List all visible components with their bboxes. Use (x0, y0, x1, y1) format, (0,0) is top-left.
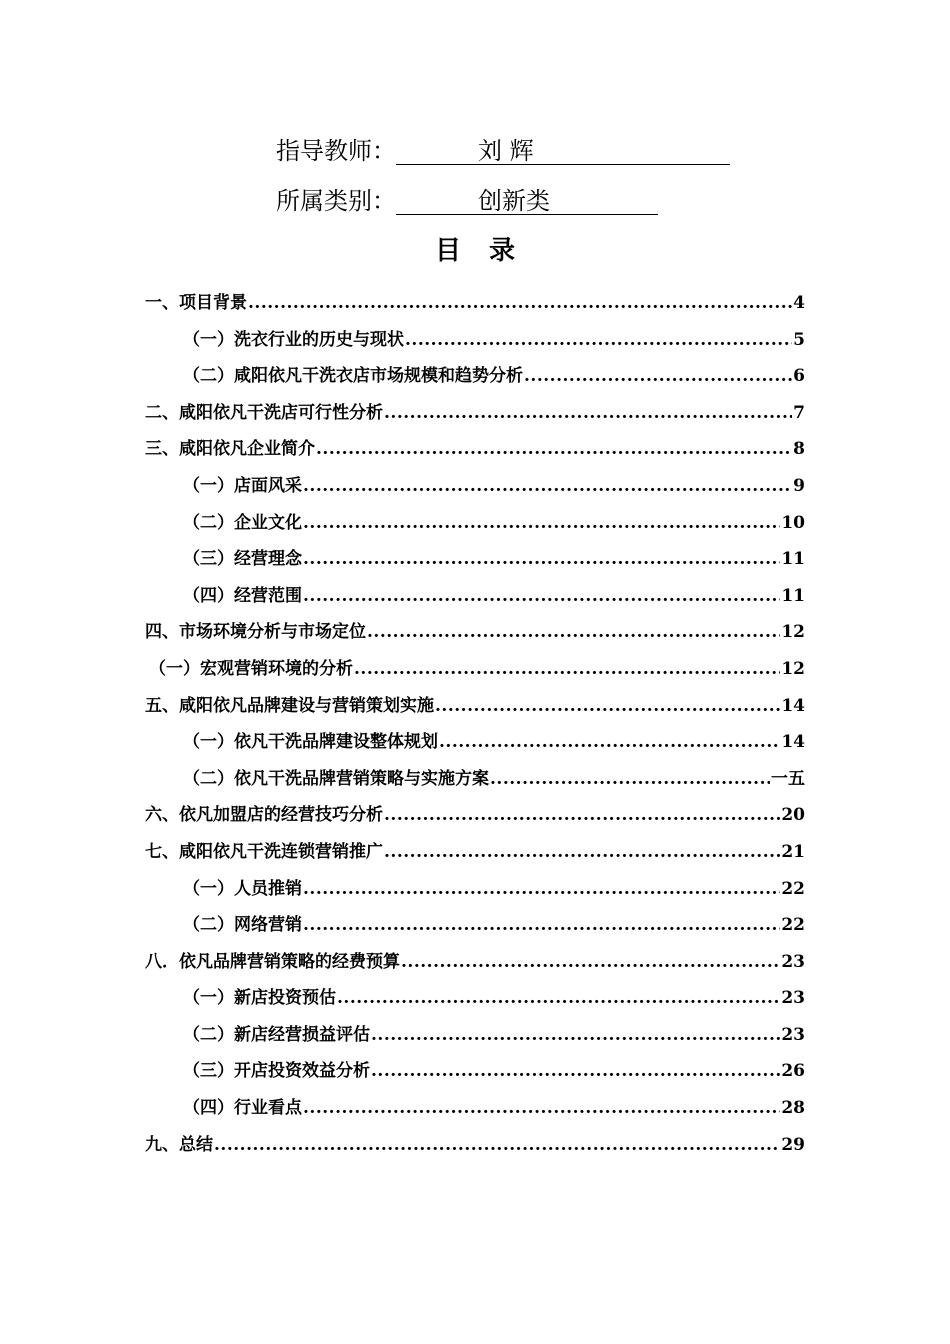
toc-leader-dots (303, 578, 780, 615)
toc-entry[interactable] (145, 797, 805, 834)
toc-entry[interactable] (145, 834, 805, 871)
toc-leader-dots (303, 468, 792, 505)
toc-entry-title: （二）依凡干洗品牌营销策略与实施方案 (183, 768, 489, 789)
teacher-value: 刘 辉 (478, 137, 534, 165)
toc-entry-title: 六、依凡加盟店的经营技巧分析 (145, 805, 383, 826)
toc-leader-dots (371, 1017, 780, 1054)
toc-entry-page: 23 (781, 1024, 805, 1045)
toc-entry[interactable] (145, 285, 805, 322)
category-line (276, 184, 550, 218)
toc-entry[interactable] (145, 541, 805, 578)
toc-entry-title: 二、咸阳依凡干洗店可行性分析 (145, 402, 383, 423)
toc-entry-title: （一）新店投资预估 (183, 988, 336, 1009)
toc-entry-title: （三）经营理念 (183, 549, 302, 570)
toc-entry-title: 七、咸阳依凡干洗连锁营销推广 (145, 841, 383, 862)
toc-leader-dots (405, 322, 792, 359)
toc-leader-dots (303, 907, 780, 944)
toc-leader-dots (354, 651, 780, 688)
toc-entry-title: （一）宏观营销环境的分析 (149, 658, 353, 679)
toc-leader-dots (384, 395, 792, 432)
toc-leader-dots (490, 761, 770, 798)
toc-leader-dots (371, 1053, 780, 1090)
toc-entry[interactable] (145, 468, 805, 505)
toc-leader-dots (248, 285, 792, 322)
toc-leader-dots (337, 980, 780, 1017)
toc-entry[interactable] (145, 1090, 805, 1127)
toc-leader-dots (524, 358, 792, 395)
toc-entry[interactable] (145, 1053, 805, 1090)
toc-leader-dots (367, 614, 780, 651)
toc-entry-title: （二）新店经营损益评估 (183, 1024, 370, 1045)
toc-entry-title: （一）依凡干洗品牌建设整体规划 (183, 732, 438, 753)
toc-entry-page: 9 (793, 475, 805, 496)
toc-entry-title: 一、项目背景 (145, 293, 247, 313)
toc-entry[interactable] (145, 578, 805, 615)
toc-entry-page: 22 (781, 915, 805, 936)
toc-entry-page: 5 (793, 329, 805, 350)
toc-entry-page: 29 (781, 1134, 805, 1155)
toc-entry-title: （二）网络营销 (183, 915, 302, 936)
toc-entry-page: 12 (781, 658, 805, 679)
toc-entry-page: 14 (781, 695, 805, 716)
toc-entry-page: 22 (781, 878, 805, 899)
toc-entry-title: （四）经营范围 (183, 585, 302, 606)
toc-entry-title: （二）咸阳依凡干洗衣店市场规模和趋势分析 (183, 366, 523, 387)
toc-entry-page: 一五 (771, 768, 805, 789)
toc-leader-dots (316, 431, 792, 468)
toc-entry-page: 23 (781, 951, 805, 972)
toc-leader-dots (214, 1127, 780, 1164)
toc-entry[interactable] (145, 614, 805, 651)
toc-entry[interactable] (145, 431, 805, 468)
toc-entry-title: （二）企业文化 (183, 512, 302, 533)
toc-entry[interactable] (145, 651, 805, 688)
toc-entry[interactable] (145, 1017, 805, 1054)
toc-entry-page: 21 (781, 841, 805, 862)
toc-entry-page: 28 (781, 1098, 805, 1119)
toc-entry-page: 10 (781, 512, 805, 533)
toc-entry-title: 九、总结 (145, 1134, 213, 1155)
toc-entry-page: 4 (793, 293, 805, 313)
toc-leader-dots (401, 944, 780, 981)
toc-entry-page: 11 (781, 585, 805, 606)
toc-entry-page: 8 (793, 439, 805, 460)
toc-entry-title: 五、咸阳依凡品牌建设与营销策划实施 (145, 695, 434, 716)
teacher-line (276, 134, 534, 168)
toc-entry[interactable] (145, 1127, 805, 1164)
toc-entry[interactable] (145, 724, 805, 761)
toc-entry[interactable] (145, 871, 805, 908)
toc-entry[interactable] (145, 944, 805, 981)
toc-entry[interactable] (145, 358, 805, 395)
toc-entry[interactable] (145, 505, 805, 542)
toc-leader-dots (303, 871, 780, 908)
toc-entry[interactable] (145, 907, 805, 944)
toc-entry-title: （一）洗衣行业的历史与现状 (183, 329, 404, 350)
toc-entry-title: （四）行业看点 (183, 1098, 302, 1119)
toc-entry-title: 八．依凡品牌营销策略的经费预算 (145, 951, 400, 972)
toc-entry-page: 12 (781, 622, 805, 643)
toc-entry-title: （一）人员推销 (183, 878, 302, 899)
toc-entry-title: 四、市场环境分析与市场定位 (145, 622, 366, 643)
toc-leader-dots (303, 505, 780, 542)
table-of-contents (145, 285, 805, 1163)
toc-leader-dots (435, 688, 780, 725)
toc-entry-page: 20 (781, 805, 805, 826)
toc-entry-page: 7 (793, 402, 805, 423)
toc-leader-dots (384, 797, 780, 834)
toc-entry-title: （一）店面风采 (183, 475, 302, 496)
teacher-label: 指导教师： (276, 137, 396, 165)
toc-leader-dots (384, 834, 780, 871)
toc-entry-title: （三）开店投资效益分析 (183, 1061, 370, 1082)
teacher-value-underline (396, 134, 730, 165)
toc-entry-page: 11 (781, 549, 805, 570)
toc-entry[interactable] (145, 980, 805, 1017)
toc-entry[interactable] (145, 395, 805, 432)
toc-leader-dots (439, 724, 780, 761)
toc-title: 目录 (434, 236, 543, 266)
category-value-underline (396, 184, 658, 215)
toc-leader-dots (303, 1090, 780, 1127)
toc-entry-page: 23 (781, 988, 805, 1009)
toc-entry-page: 26 (781, 1061, 805, 1082)
toc-entry[interactable] (145, 688, 805, 725)
toc-entry[interactable] (145, 761, 805, 798)
category-value: 创新类 (478, 187, 550, 215)
category-label: 所属类别： (276, 187, 396, 215)
toc-entry-page: 6 (793, 366, 805, 387)
toc-leader-dots (303, 541, 780, 578)
toc-entry-page: 14 (781, 732, 805, 753)
toc-entry[interactable] (145, 322, 805, 359)
toc-entry-title: 三、咸阳依凡企业简介 (145, 439, 315, 460)
